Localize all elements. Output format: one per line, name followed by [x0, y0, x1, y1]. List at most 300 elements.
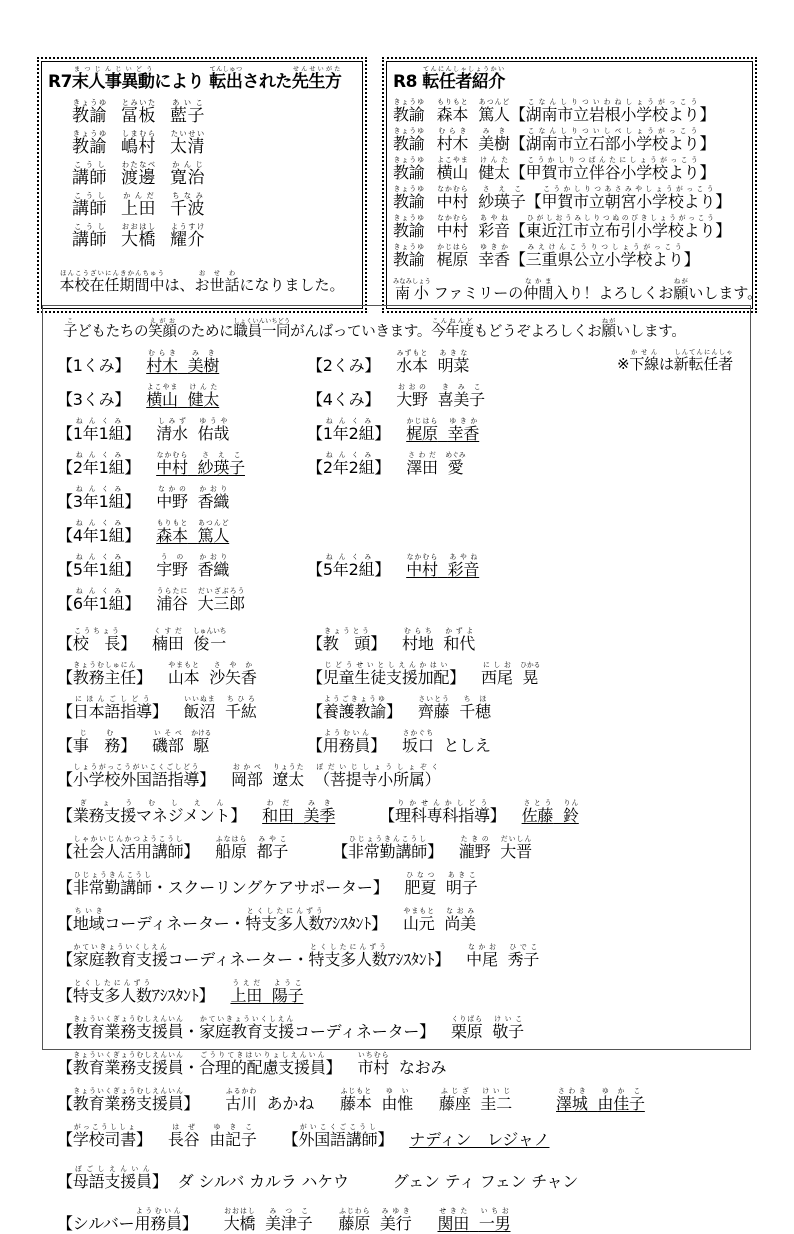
staff-given-name: 美樹みき [187, 349, 220, 375]
transfer-in-title: R8 転任者紹介てんにんしゃしょうかい [393, 66, 505, 92]
furigana: かんだ [121, 191, 156, 200]
role-label-text: 教育業務支援員きょういくぎょうむしえんいん [72, 1087, 184, 1113]
furigana: きょういくぎょうむしえんいん [72, 1051, 184, 1059]
role-label-text: 業務支援マネジメントぎょうむしえん [72, 799, 231, 825]
furigana: にほんごしどう [72, 695, 152, 703]
furigana: こうし [72, 191, 107, 200]
class-entry [57, 349, 307, 376]
furigana: じむ [72, 729, 121, 737]
furigana: しみず [156, 417, 188, 425]
staff-surname: 大橋おおはし [223, 1207, 256, 1233]
staff-given-name: 喜美子きみこ [437, 383, 485, 409]
furigana: よこやま [146, 383, 178, 391]
support-role-row [57, 871, 736, 898]
class-entry [57, 587, 307, 614]
staff-given-name: 明子あきこ [445, 871, 478, 897]
staff-role-text: 教諭きょうゆ [393, 98, 425, 124]
furigana: ゆかこ [597, 1087, 645, 1095]
staff-name: ナディン レジャノ [409, 1130, 550, 1149]
transfer-in-staff-item [393, 127, 746, 154]
staff-given-wrap [478, 98, 510, 124]
furigana: しんてんにんしゃ [673, 349, 733, 356]
staff-roster-box [42, 305, 751, 1233]
staff-surname: 藤座ふじざ [439, 1087, 471, 1113]
role-label: 【家庭教育支援かていきょういくしえんコーディネーター・特支多人数とくしたにんずうｱｼｽﾀﾝﾄ】 [57, 943, 451, 969]
class-entry [307, 349, 557, 376]
staff-name [450, 1015, 524, 1041]
staff-name [556, 1087, 645, 1113]
role-label-text-2: 家庭教育支援かていきょういくしえん [199, 1015, 295, 1041]
role-label-text: 社会人活用講師しゃかいじんかつようこうし [72, 835, 184, 861]
staff-given-name: 由記子ゆきこ [209, 1123, 257, 1149]
role-label: 【6年1組ねんくみ】 [57, 587, 141, 613]
staff-name [404, 871, 478, 897]
furigana: よこやま [436, 156, 469, 164]
furigana: きょういくぎょうむしえんいん [72, 1087, 184, 1095]
staff-surname: 中野なかの [156, 485, 188, 511]
staff-surname: 村木むらき [146, 349, 178, 375]
furigana: こうかしりつばんたにしょうがっこう [525, 156, 700, 164]
staff-surname: 船原ふなはら [215, 835, 247, 861]
staff-given-wrap [170, 98, 205, 126]
role-label: 【日本語指導にほんごしどう】 [57, 695, 168, 721]
furigana: なおみ [444, 907, 476, 915]
staff-surname: 藤本ふじもと [340, 1087, 372, 1113]
staff-surname: 山元やまもと [402, 907, 435, 933]
staff-name [225, 1087, 315, 1113]
furigana: ぼだいじしょうしょぞく [314, 763, 441, 771]
staff-name [262, 799, 336, 825]
furigana: ゆきか [447, 417, 480, 425]
role-label-text: 母語支援員ぼごしえんいん [72, 1165, 152, 1191]
staff-surname: 佐藤さとう [521, 799, 554, 825]
staff-given-name: 由佳子ゆかこ [597, 1087, 645, 1113]
class-entry [307, 451, 557, 478]
staff-name [223, 1207, 313, 1233]
furigana: ちいき [72, 907, 105, 915]
staff-name [156, 485, 230, 511]
staff-surname: 岡部おかべ [231, 763, 263, 789]
furigana: ふるかわ [225, 1087, 257, 1095]
furigana: かんじ [170, 160, 205, 169]
role-label-secondary: 【非常勤講師ひじょうきんこうし】 [332, 835, 443, 861]
class-row [57, 417, 736, 444]
staff-role-text: 教諭きょうゆ [393, 156, 425, 182]
class-entry [307, 553, 557, 580]
staff-role [72, 129, 107, 157]
staff-surname: 梶原かじはら [436, 243, 469, 269]
transfer-out-footer: 本校在任期間中ほんこうざいにんきかんちゅうは、お世話おせわになりました。 [59, 270, 345, 294]
staff-given-name: 駆かける [191, 729, 212, 755]
transfer-in-staff-item [393, 156, 746, 183]
support-role-row [57, 943, 736, 970]
staff-given-name: としえ [443, 736, 491, 755]
staff-surname: 飯沼いいぬま [183, 695, 216, 721]
role-label: 【児童生徒支援加配じどうせいとしえんかはい】 [307, 661, 466, 687]
staff-given-name: 尚美なおみ [444, 907, 476, 933]
role-label-text: 2年1組ねんくみ [72, 451, 125, 477]
role-label-secondary-text: 非常勤講師ひじょうきんこうし [348, 835, 428, 861]
furigana: みき [303, 799, 336, 807]
furigana: とくしたにんずう [308, 943, 388, 951]
support-role-row [57, 763, 736, 790]
class-row [57, 553, 736, 580]
furigana: みき [187, 349, 220, 357]
staff-given-name: 彩音あやね [478, 214, 510, 240]
support-staff-row [57, 1087, 736, 1114]
class-row [57, 587, 736, 614]
staff-surname: 村木むらき [436, 127, 469, 153]
admin-entry [57, 661, 307, 688]
staff-name [156, 553, 230, 579]
staff-role-text: 教諭きょうゆ [72, 98, 107, 126]
staff-surname-wrap [436, 156, 469, 182]
furigana: しょうがっこうがいこくごしどう [72, 763, 200, 771]
staff-surname-wrap [121, 98, 156, 126]
staff-surname-wrap [121, 129, 156, 157]
staff-name [458, 835, 532, 861]
role-label: 【教育業務支援員きょういくぎょうむしえんいん】 [57, 1087, 200, 1113]
transfer-out-title: R7末人事異動まつじんじいどうにより 転出てんしゅつされた先生方せんせいがた [48, 66, 342, 92]
transfer-out-inner [41, 61, 363, 309]
staff-surname: 上田かんだ [121, 191, 156, 219]
furigana: ふじわら [338, 1207, 371, 1215]
staff-name [396, 383, 485, 409]
transfer-out-staff-list [48, 98, 356, 250]
staff-surname: 和田わだ [262, 799, 294, 825]
furigana: こうし [72, 222, 107, 231]
furigana: ねんくみ [322, 417, 375, 425]
staff-role-text: 講師こうし [72, 160, 107, 188]
furigana: ふなはら [215, 835, 247, 843]
staff-given-name: 一男いちお [478, 1207, 511, 1233]
staff-surname: 宇野うの [156, 553, 188, 579]
class-row [57, 349, 736, 376]
furigana: がっこうししょ [72, 1123, 136, 1131]
role-label: 【母語支援員ぼごしえんいん】 [57, 1165, 168, 1191]
furigana: ちほ [459, 695, 491, 703]
staff-surname-wrap [121, 191, 156, 219]
role-label-secondary: 【外国語講師がいこくごこうし】 [282, 1123, 394, 1149]
staff-surname: 山本やまもと [167, 661, 200, 687]
furigana: ゆきか [478, 243, 510, 251]
staff-role-text: 教諭きょうゆ [393, 185, 425, 211]
transfer-out-staff-item [48, 98, 356, 126]
staff-surname: 横山よこやま [146, 383, 178, 409]
role-label-text: 教務主任きょうむしゅにん [72, 661, 137, 687]
role-label: 【養護教諭ようごきょうゆ】 [307, 695, 402, 721]
admin-entry [307, 627, 557, 654]
staff-given-name: 彩音あやね [447, 553, 480, 579]
role-label-text-2: 特支多人数とくしたにんずう [308, 943, 388, 969]
furigana: かていきょういくしえん [199, 1015, 295, 1023]
staff-role-text: 講師こうし [72, 191, 107, 219]
admin-entry [57, 729, 307, 756]
role-label-text: 用務員ようむいん [322, 729, 371, 755]
admin-entry [57, 695, 307, 722]
staff-given-name: 沙矢香さやか [209, 661, 257, 687]
staff-given-name: 圭二けいじ [480, 1087, 513, 1113]
staff-name [437, 1207, 511, 1233]
staff-given-name: 耀介ようすけ [170, 222, 205, 250]
furigana: ようむいん [134, 1207, 182, 1215]
staff-given-name: 太清たいせい [170, 129, 205, 157]
staff-given-name: 香織かおり [197, 485, 230, 511]
furigana: みえけんこうりつしょうがっこう [525, 243, 684, 251]
staff-surname-wrap [121, 222, 156, 250]
furigana: うの [156, 553, 188, 561]
furigana: ふじざ [439, 1087, 471, 1095]
staff-name [340, 1087, 414, 1113]
staff-given-name: 紗瑛子さえこ [478, 185, 526, 211]
staff-surname: 嶋村しまむら [121, 129, 156, 157]
furigana: ねんくみ [322, 451, 375, 459]
furigana: ようごきょうゆ [322, 695, 386, 703]
staff-given-name: 由惟ゆい [381, 1087, 414, 1113]
staff-surname: 澤田さわだ [406, 451, 438, 477]
transfer-out-staff-item [48, 191, 356, 219]
furigana: たきの [458, 835, 491, 843]
class-row [57, 451, 736, 478]
staff-surname: 冨板とみいた [121, 98, 156, 126]
legend-underline-word: 下線かせん [629, 349, 659, 373]
furigana: ちひろ [225, 695, 257, 703]
furigana: なかむら [436, 185, 469, 193]
furigana: とくしたにんずう [72, 979, 152, 987]
role-label-text: 地域ちいき [72, 907, 105, 933]
furigana: じどうせいとしえんかはい [322, 661, 450, 669]
staff-surname: 市村いちむら [357, 1051, 390, 1077]
role-label-secondary: 【理科専科指導りかせんかしどう】 [379, 799, 506, 825]
previous-school: 【東近江市立布引小学校よりひがしおうみしりつぬのびきしょうがっこう】 [509, 214, 732, 240]
class-row [57, 485, 736, 512]
furigana: ひじょうきんこうし [348, 835, 428, 843]
transfer-out-staff-item [48, 222, 356, 250]
staff-given-wrap [478, 214, 510, 240]
admin-row [57, 729, 736, 756]
staff-name [406, 553, 480, 579]
staff-role [393, 127, 425, 153]
staff-name [417, 695, 491, 721]
class-entry [57, 485, 307, 512]
role-label: 【5年1組ねんくみ】 [57, 553, 141, 579]
admin-staff-rows [57, 627, 736, 756]
furigana: あやね [478, 214, 510, 222]
role-label-text: 小学校外国語指導しょうがっこうがいこくごしどう [72, 763, 200, 789]
furigana: さえこ [197, 451, 245, 459]
underline-legend: ※下線かせんは新転任者しんてんにんしゃ [617, 349, 733, 373]
role-label-text: 児童生徒支援加配じどうせいとしえんかはい [322, 661, 450, 687]
furigana: あいこ [170, 98, 205, 107]
role-label: 【3くみ】 [57, 390, 131, 409]
furigana: きょうゆ [393, 98, 425, 106]
furigana: さかぐち [402, 729, 434, 737]
staff-surname: 齊藤さいとう [417, 695, 450, 721]
role-label-text-2: 合理的配慮支援員ごうりてきはいりょしえんいん [199, 1051, 326, 1077]
furigana: さやか [209, 661, 257, 669]
staff-given-name: 陽子ようこ [271, 979, 304, 1005]
staff-given-name: 美行みゆき [379, 1207, 412, 1233]
transfer-in-staff-item [393, 214, 746, 241]
furigana: わたなべ [121, 160, 156, 169]
admin-entry [57, 627, 307, 654]
class-teacher-rows [57, 349, 736, 614]
furigana: おおはし [223, 1207, 256, 1215]
role-label: 【非常勤講師ひじょうきんこうし・スクーリングケアサポーター】 [57, 871, 389, 897]
staff-surname: 大橋おおはし [121, 222, 156, 250]
furigana: くりばら [450, 1015, 483, 1023]
previous-school: 【湖南市立石部小学校よりこなんしりついしべしょうがっこう】 [509, 127, 716, 153]
furigana: きょうゆ [393, 243, 425, 251]
staff-surname: 磯部いそべ [152, 729, 184, 755]
staff-surname: 瀧野たきの [458, 835, 491, 861]
staff-name [152, 627, 227, 653]
staff-surname: 西尾にしお [481, 661, 513, 687]
staff-surname: 浦谷うらたに [156, 587, 188, 613]
furigana: こなんしりついわねしょうがっこう [525, 98, 700, 106]
furigana: きょうゆ [393, 214, 425, 222]
furigana: むらき [146, 349, 178, 357]
staff-surname: 梶原かじはら [406, 417, 438, 443]
role-label: 【社会人活用講師しゃかいじんかつようこうし】 [57, 835, 200, 861]
furigana: ゆい [381, 1087, 414, 1095]
furigana: だいざぶろう [197, 587, 245, 595]
furigana: あきな [437, 349, 470, 357]
furigana: いちむら [357, 1051, 390, 1059]
staff-surname: 中村なかむら [406, 553, 438, 579]
staff-name [231, 763, 305, 789]
furigana: おおはし [121, 222, 156, 231]
support-role-rows [57, 763, 736, 1078]
admin-row [57, 695, 736, 722]
furigana: けいじ [480, 1087, 513, 1095]
role-label-secondary-text: 理科専科指導りかせんかしどう [394, 799, 490, 825]
staff-name [156, 587, 245, 613]
furigana: ようすけ [170, 222, 205, 231]
role-label: 【4年1組ねんくみ】 [57, 519, 141, 545]
furigana: くすだ [152, 627, 184, 635]
furigana: ひかる [520, 661, 541, 669]
furigana: かおり [197, 485, 230, 493]
staff-given-name: 美樹みき [478, 127, 510, 153]
staff-given-wrap [170, 160, 205, 188]
staff-given-wrap [478, 156, 510, 182]
staff-surname: 中村なかむら [436, 185, 469, 211]
furigana: りん [562, 799, 579, 807]
role-label: 【1くみ】 [57, 356, 131, 375]
staff-surname: 森本もりもと [436, 98, 469, 124]
furigana: きょうとう [322, 627, 371, 635]
staff-surname: 渡邊わたなべ [121, 160, 156, 188]
previous-school: 【甲賀市立伴谷小学校よりこうかしりつばんたにしょうがっこう】 [509, 156, 716, 182]
furigana: ひなつ [404, 871, 437, 879]
admin-entry [307, 661, 557, 688]
furigana: がいこくごこうし [298, 1123, 378, 1131]
previous-school-text: 甲賀市立伴谷小学校よりこうかしりつばんたにしょうがっこう [525, 156, 700, 182]
furigana: かずよ [443, 627, 476, 635]
furigana: なかむら [436, 214, 469, 222]
staff-surname-wrap [436, 127, 469, 153]
role-label-text: 特支多人数とくしたにんずう [72, 979, 152, 1005]
furigana: みやこ [256, 835, 289, 843]
furigana: しまむら [121, 129, 156, 138]
class-entry [57, 417, 307, 444]
furigana: ようこ [271, 979, 304, 987]
staff-given-name: 寛治かんじ [170, 160, 205, 188]
furigana: きょうゆ [393, 127, 425, 135]
role-label-text: 用務員ようむいん [134, 1207, 182, 1233]
staff-surname: 横山よこやま [436, 156, 469, 182]
furigana: なかお [466, 943, 498, 951]
role-label: 【2年2組ねんくみ】 [307, 451, 391, 477]
role-label: 【3年1組ねんくみ】 [57, 485, 141, 511]
furigana: あつんど [197, 519, 230, 527]
furigana: おおの [396, 383, 428, 391]
furigana: りょうた [272, 763, 305, 771]
staff-role-text: 教諭きょうゆ [393, 214, 425, 240]
staff-surname: 澤城さわき [556, 1087, 588, 1113]
staff-given-wrap [478, 185, 526, 211]
staff-given-name: 大晋だいしん [500, 835, 532, 861]
staff-name [215, 835, 289, 861]
furigana: むらき [436, 127, 469, 135]
staff-role [393, 214, 425, 240]
staff-surname: 大野おおの [396, 383, 428, 409]
role-label-text: 教育業務支援員きょういくぎょうむしえんいん [72, 1051, 184, 1077]
furigana: りかせんかしどう [394, 799, 490, 807]
role-label: 【学校司書がっこうししょ】 [57, 1123, 152, 1149]
furigana: やまもと [402, 907, 435, 915]
furigana: みずもと [396, 349, 428, 357]
role-label: 【地域ちいきコーディネーター・特支多人数とくしたにんずうｱｼｽﾀﾝﾄ】 [57, 907, 387, 933]
furigana: ようむいん [322, 729, 371, 737]
staff-given-name: 幸香ゆきか [447, 417, 480, 443]
staff-given-name: 健太けんた [478, 156, 510, 182]
admin-entry [307, 695, 557, 722]
support-role-row [57, 1051, 736, 1078]
staff-given-wrap [170, 191, 205, 219]
role-label-text: 3年1組ねんくみ [72, 485, 125, 511]
staff-given-name: 秀子ひでこ [507, 943, 540, 969]
staff-given-name: 健太けんた [187, 383, 220, 409]
staff-name [152, 729, 212, 755]
furigana: なかむら [406, 553, 438, 561]
role-label: 【2年1組ねんくみ】 [57, 451, 141, 477]
staff-surname: 中村なかむら [156, 451, 188, 477]
role-label: 【用務員ようむいん】 [307, 729, 387, 755]
furigana: みき [478, 127, 510, 135]
support-role-row [57, 835, 736, 862]
staff-given-name: 千波ちなみ [170, 191, 205, 219]
staff-role [72, 222, 107, 250]
role-label: 【1年1組ねんくみ】 [57, 417, 141, 443]
furigana: こうし [72, 160, 107, 169]
class-entry [307, 417, 557, 444]
furigana: にしお [481, 661, 513, 669]
staff-given-name: 千紘ちひろ [225, 695, 257, 721]
role-label: 【教務主任きょうむしゅにん】 [57, 661, 152, 687]
role-label: 【教育業務支援員きょういくぎょうむしえんいん・家庭教育支援かていきょういくしえんコーディネーター】 [57, 1015, 435, 1041]
furigana: ひでこ [507, 943, 540, 951]
staff-given-name: 晃ひかる [520, 661, 541, 687]
staff-given-name: 俊一しゅんいち [192, 627, 227, 653]
role-label-text: 1年2組ねんくみ [322, 417, 375, 443]
staff-given-name: なおみ [398, 1058, 447, 1077]
furigana: ゆきこ [209, 1123, 257, 1131]
role-label: 【教育業務支援員きょういくぎょうむしえんいん・合理的配慮支援員ごうりてきはいりょしえんいん】 [57, 1051, 342, 1077]
transfer-out-staff-item [48, 129, 356, 157]
class-row [57, 383, 736, 410]
